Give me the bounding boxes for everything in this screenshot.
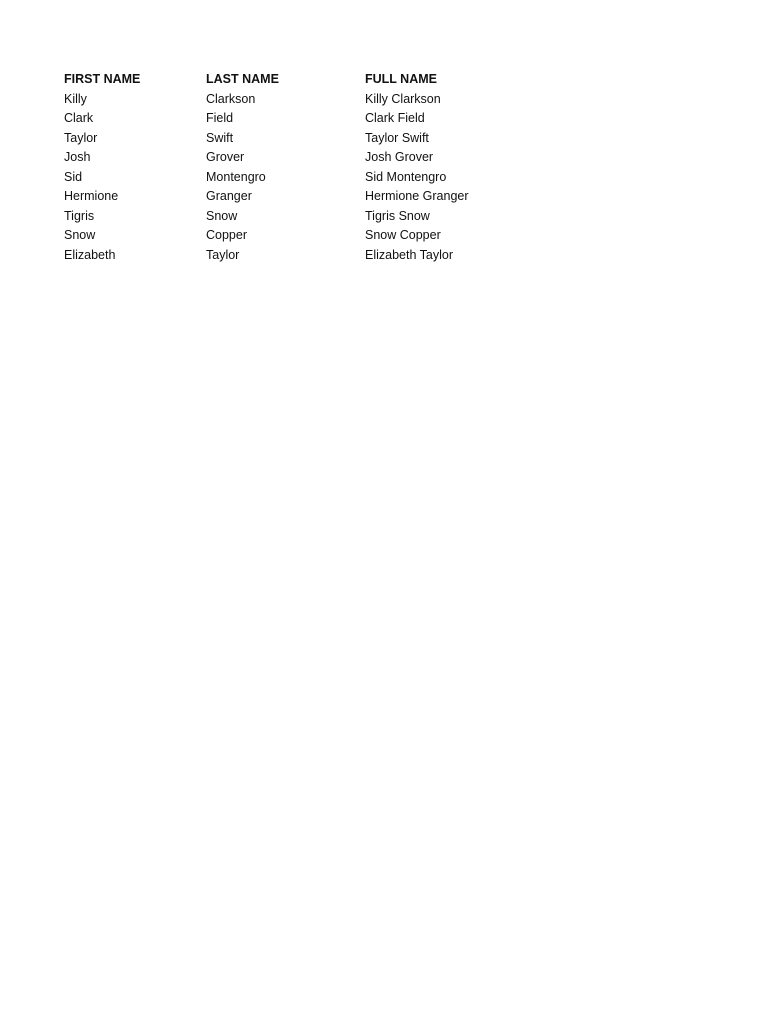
last-name-cell: Snow: [206, 208, 238, 223]
full-name-cell: Tigris Snow: [365, 208, 430, 223]
full-name-cell: Killy Clarkson: [365, 91, 441, 106]
table-row: [64, 187, 525, 207]
full-name-cell: Josh Grover: [365, 150, 434, 164]
table-row: [64, 207, 525, 227]
first-name-cell: Elizabeth: [64, 247, 116, 262]
first-name-cell: Tigris: [64, 208, 95, 223]
last-name-cell: Swift: [206, 130, 234, 145]
full-name-cell: Clark Field: [365, 111, 425, 125]
full-name-cell: Snow Copper: [365, 228, 441, 242]
last-name-cell: Field: [206, 111, 234, 125]
last-name-cell: Clarkson: [206, 91, 256, 106]
spreadsheet-page: [64, 70, 525, 265]
full-name-cell: Taylor Swift: [365, 130, 429, 145]
full-name-cell: Sid Montengro: [365, 169, 447, 184]
table-row: [64, 246, 525, 266]
last-name-cell: Taylor: [206, 247, 240, 262]
first-name-cell: Josh: [64, 150, 91, 164]
table-row: [64, 148, 525, 168]
header-last-name: LAST NAME: [206, 72, 279, 86]
table-row: [64, 90, 525, 110]
first-name-cell: Sid: [64, 169, 83, 184]
table-row: [64, 129, 525, 149]
first-name-cell: Snow: [64, 228, 96, 242]
table-header: [64, 70, 525, 90]
table-row: [64, 109, 525, 129]
last-name-cell: Montengro: [206, 169, 266, 184]
header-row: [64, 70, 525, 90]
full-name-cell: Elizabeth Taylor: [365, 247, 454, 262]
first-name-cell: Taylor: [64, 130, 98, 145]
last-name-cell: Granger: [206, 189, 252, 203]
last-name-cell: Grover: [206, 150, 245, 164]
first-name-cell: Hermione: [64, 189, 119, 203]
last-name-cell: Copper: [206, 228, 247, 242]
first-name-cell: Clark: [64, 111, 94, 125]
table-body: [64, 90, 525, 266]
first-name-cell: Killy: [64, 91, 87, 106]
header-first-name: FIRST NAME: [64, 72, 141, 86]
table-row: [64, 168, 525, 188]
full-name-cell: Hermione Granger: [365, 189, 469, 203]
names-table: [64, 70, 525, 265]
header-full-name: FULL NAME: [365, 72, 437, 86]
table-row: [64, 226, 525, 246]
